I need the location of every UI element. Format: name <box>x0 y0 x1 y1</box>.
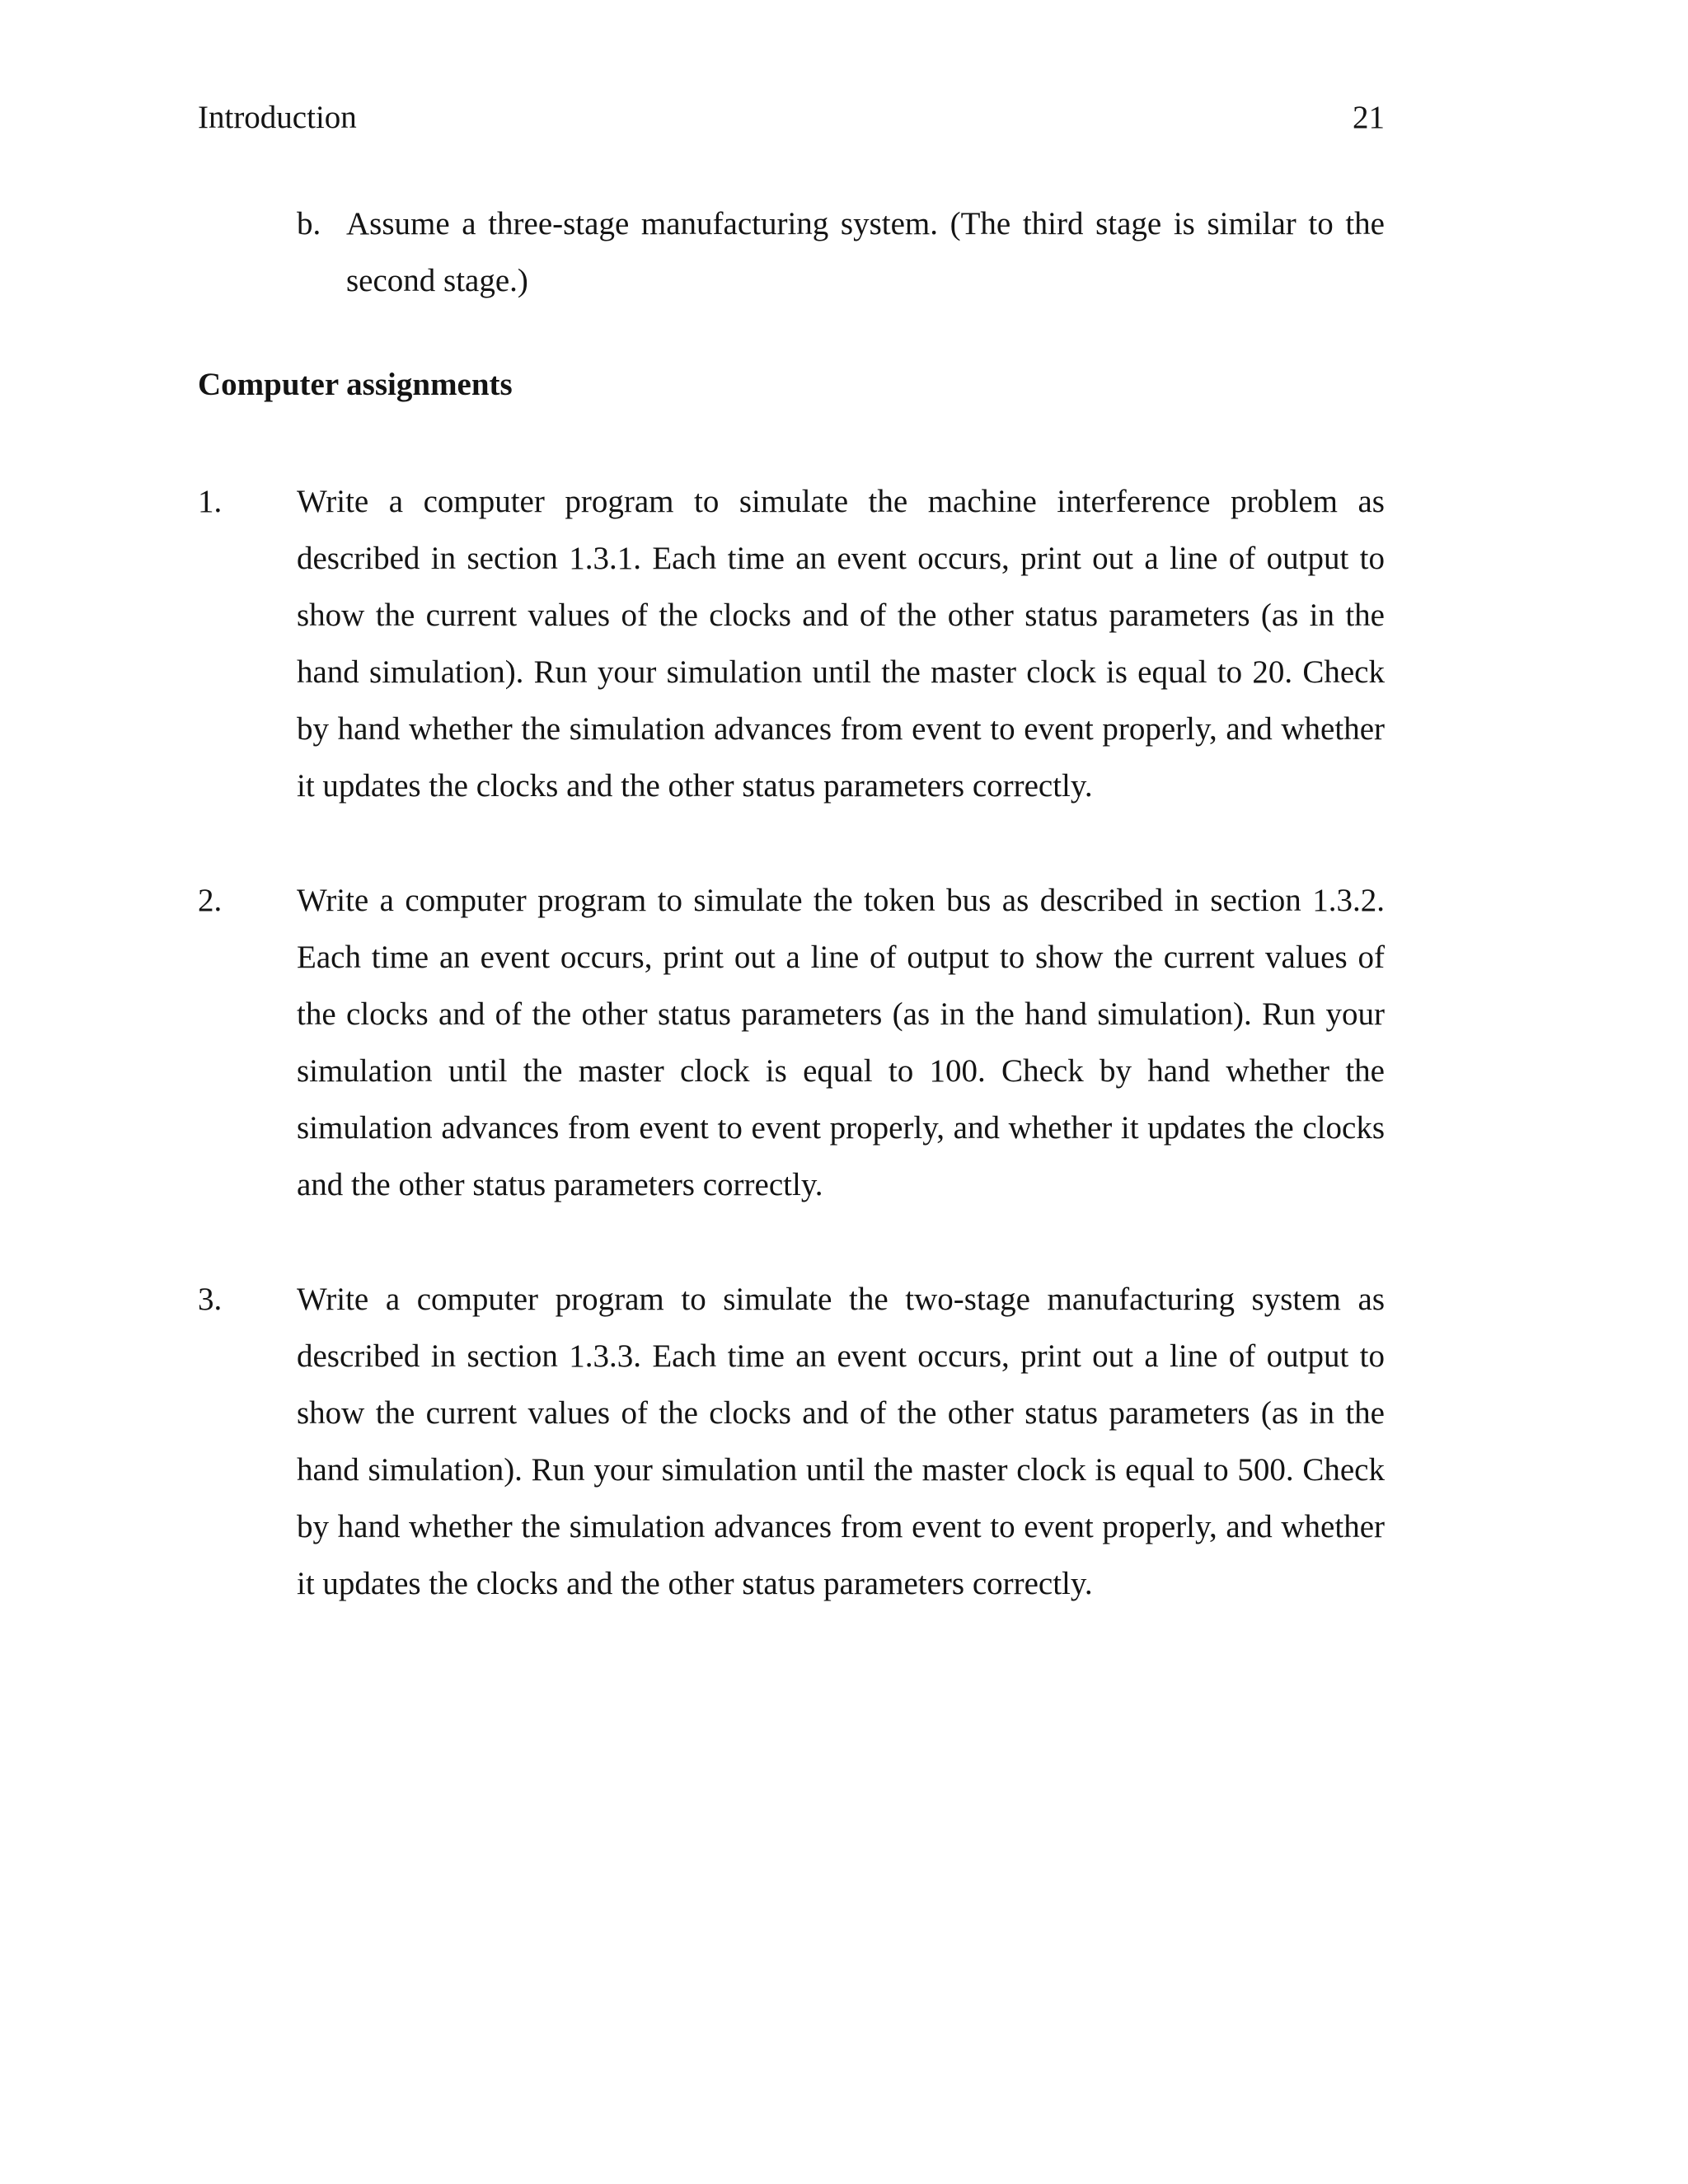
assignment-text: Write a computer program to simulate the machine interference problem as described in section 1.3.1. Each time an event occurs, print out a line of output to show the current values of the clocks and of the other status parameters (as in the hand simulation). Run your simulation until the master clock is equal to 20. Check by hand whether the simulation advances from event to event properly, and whether it updates the clocks and the other status parameters correctly. <box>297 484 1385 804</box>
assignment-item <box>198 872 1385 1213</box>
assignment-text: Write a computer program to simulate the token bus as described in section 1.3.2. Each time an event occurs, print out a line of output to show the current values of the clocks and of the other status parameters (as in the hand simulation). Run your simulation until the master clock is equal to 100. Check by hand whether the simulation advances from event to event properly, and whether it updates the clocks and the other status parameters correctly. <box>297 883 1385 1202</box>
assignment-item <box>198 473 1385 814</box>
running-head <box>198 97 1385 138</box>
subitem-text: Assume a three-stage manufacturing system. (The third stage is similar to the second stage.) <box>346 206 1385 298</box>
assignment-number: 2. <box>198 883 223 918</box>
assignment-item <box>198 1271 1385 1612</box>
page-number: 21 <box>1353 100 1385 135</box>
running-head-section: Introduction <box>198 100 357 135</box>
section-heading: Computer assignments <box>198 367 513 402</box>
assignment-text: Write a computer program to simulate the two-stage manufacturing system as described in section 1.3.3. Each time an event occurs, print out a line of output to show the current values of the clocks and of the other status parameters (as in the hand simulation). Run your simulation until the master clock is equal to 500. Check by hand whether the simulation advances from event to event properly, and whether it updates the clocks and the other status parameters correctly. <box>297 1282 1385 1601</box>
exercise-subitem-b <box>297 195 1385 309</box>
assignment-number: 1. <box>198 484 223 519</box>
subitem-label: b. <box>297 206 321 241</box>
assignment-number: 3. <box>198 1282 223 1317</box>
